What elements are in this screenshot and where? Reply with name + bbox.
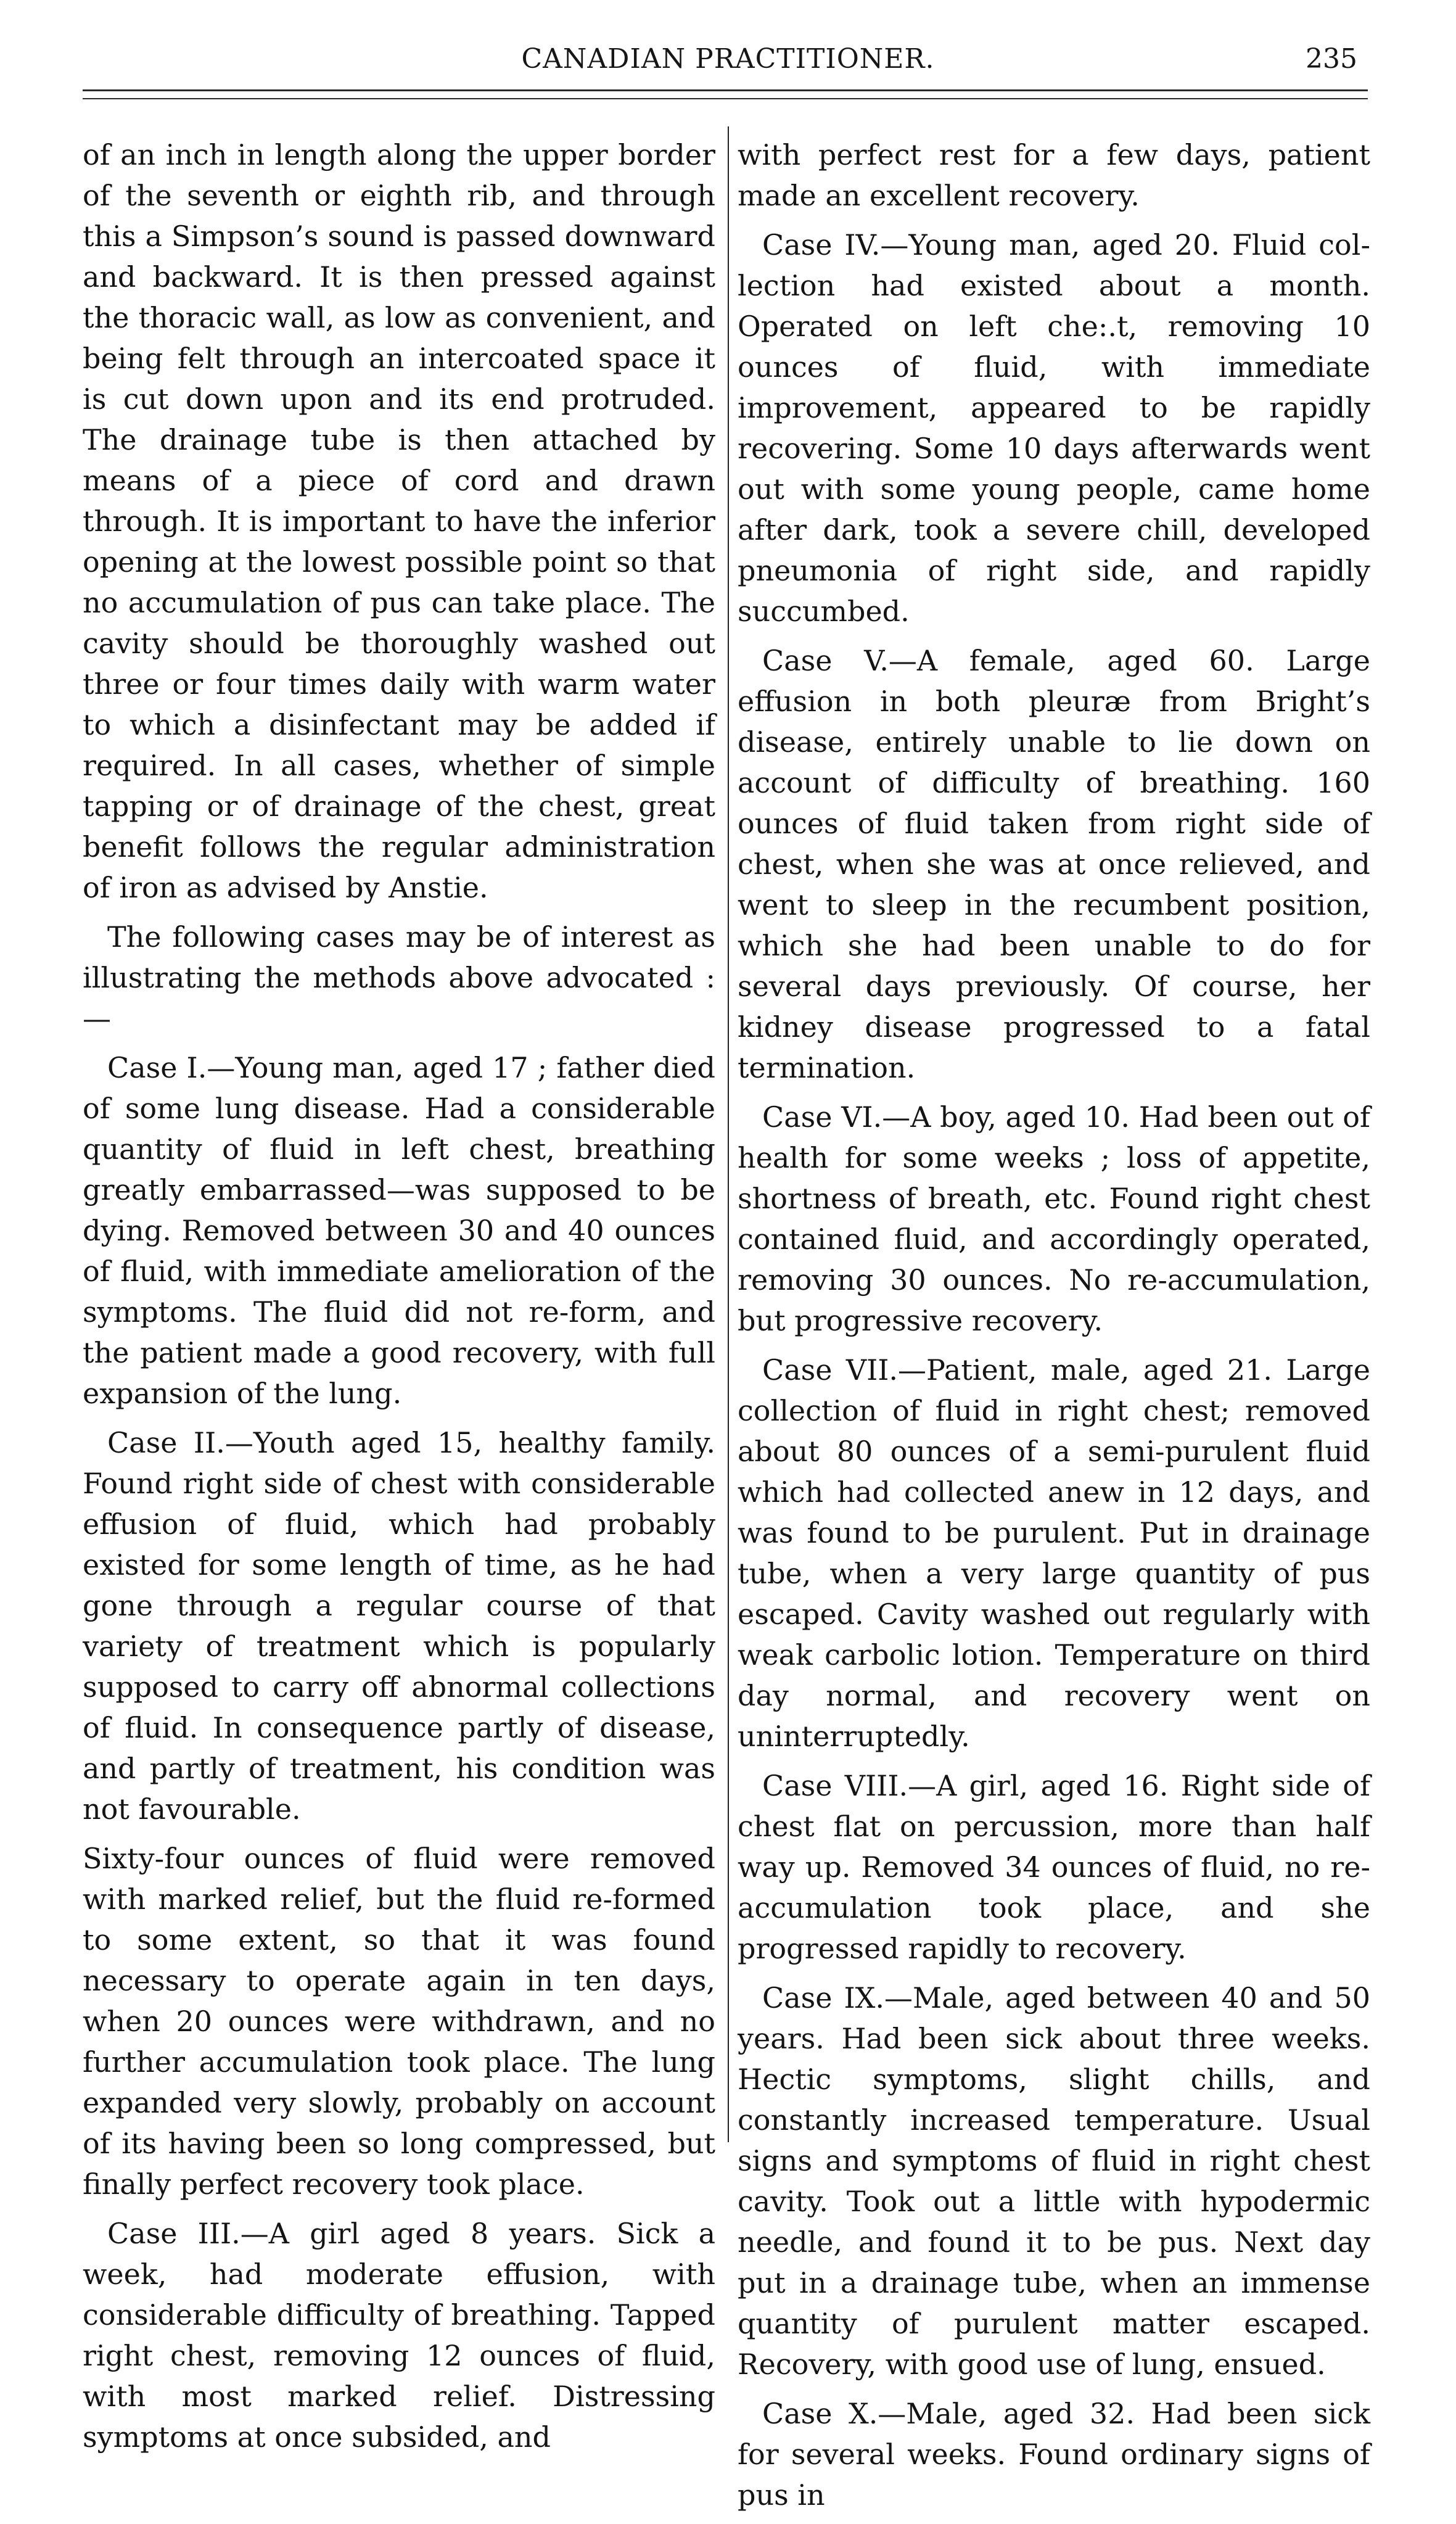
case-paragraph: Case VIII.—A girl, aged 16. Right side of chest flat on percussion, more than half way up. Removed 34 ounces of fluid, no re-accumulation took place, and she progressed rapidly to recovery. — [738, 1769, 1370, 1965]
case-paragraph: Case V.—A female, aged 60. Large effusion in both pleuræ from Bright’s disease, entirely unable to lie down on account of difficulty of breathing. 160 ounces of fluid taken from right side of chest, when she was at once relieved, and went to sleep in the recumbent position, which she had been unable to do for several days previously. Of course, her kidney disease progressed to a fatal termination. — [738, 644, 1370, 1084]
case-paragraph: Case VII.—Patient, male, aged 21. Large collection of fluid in right chest; removed about 80 ounces of a semi-purulent fluid which had collected anew in 12 days, and was found to be purulent. Put in drainage tube, when a very large quantity of pus escaped. Cavity washed out regularly with weak carbolic lotion. Temperature on third day normal, and recovery went on uninterruptedly. — [738, 1353, 1370, 1753]
case-paragraph: Case I.—Young man, aged 17 ; father died of some lung disease. Had a considerable quantity of fluid in left chest, breathing greatly embarrassed—was supposed to be dying. Removed between 30 and 40 ounces of fluid, with immediate amelioration of the symptoms. The fluid did not re-form, and the patient made a good recovery, with full expansion of the lung. — [83, 1051, 715, 1410]
case-paragraph: Case IV.—Young man, aged 20. Fluid collection had existed about a month. Operated on left che:.t, removing 10 ounces of fluid, with immediate improvement, appeared to be rapidly recovering. Some 10 days afterwards went out with some young people, came home after dark, took a severe chill, developed pneumonia of right side, and rapidly succumbed. — [738, 228, 1370, 628]
running-header — [0, 27, 1456, 83]
page-number: 235 — [1306, 43, 1357, 75]
column-divider — [728, 126, 729, 2142]
case-paragraph: Case IX.—Male, aged between 40 and 50 years. Had been sick about three weeks. Hectic symptoms, slight chills, and constantly increased temperature. Usual signs and symptoms of fluid in right chest cavity. Took out a little with hypodermic needle, and found it to be pus. Next day put in a drainage tube, when an immense quantity of purulent matter escaped. Recovery, with good use of lung, ensued. — [738, 1981, 1370, 2381]
paragraph: The following cases may be of interest as illustrating the methods above advocated :— — [83, 920, 715, 1035]
case-paragraph: Case X.—Male, aged 32. Had been sick for several weeks. Found ordinary signs of pus in — [738, 2397, 1370, 2512]
left-column — [83, 134, 715, 2466]
paragraph: with perfect rest for a few days, patient made an excellent recovery. — [738, 138, 1370, 212]
paragraph: Sixty-four ounces of fluid were removed with marked relief, but the fluid re-formed to some extent, so that it was found necessary to operate again in ten days, when 20 ounces were withdrawn, and no further accumulation took place. The lung expanded very slowly, probably on account of its having been so long compressed, but finally perfect recovery took place. — [83, 1842, 715, 2201]
case-paragraph: Case II.—Youth aged 15, healthy family. Found right side of chest with considerable effusion of fluid, which had probably existed for some length of time, as he had gone through a regular course of that variety of treatment which is popularly supposed to carry off abnormal collections of fluid. In consequence partly of disease, and partly of treatment, his condition was not favourable. — [83, 1426, 715, 1826]
paragraph: of an inch in length along the upper border of the seventh or eighth rib, and through this a Simpson’s sound is passed downward and backward. It is then pressed against the thoracic wall, as low as convenient, and being felt through an intercoated space it is cut down upon and its end protruded. The drainage tube is then attached by means of a piece of cord and drawn through. It is important to have the inferior opening at the lowest possible point so that no accumulation of pus can take place. The cavity should be thoroughly washed out three or four times daily with warm water to which a disinfectant may be added if required. In all cases, whether of simple tapping or of drainage of the chest, great benefit follows the regular administration of iron as advised by Anstie. — [83, 138, 715, 904]
case-paragraph: Case III.—A girl aged 8 years. Sick a week, had moderate effusion, with considerable difficulty of breathing. Tapped right chest, removing 12 ounces of fluid, with most marked relief. Distressing symptoms at once subsided, and — [83, 2217, 715, 2454]
right-column — [738, 134, 1370, 2524]
case-paragraph: Case VI.—A boy, aged 10. Had been out of health for some weeks ; loss of appetite, shortness of breath, etc. Found right chest contained fluid, and accordingly operated, removing 30 ounces. No re-accumulation, but progressive recovery. — [738, 1100, 1370, 1337]
header-rule-thick — [83, 89, 1368, 91]
journal-title: CANADIAN PRACTITIONER. — [521, 43, 935, 75]
header-rule-thin — [83, 98, 1368, 99]
